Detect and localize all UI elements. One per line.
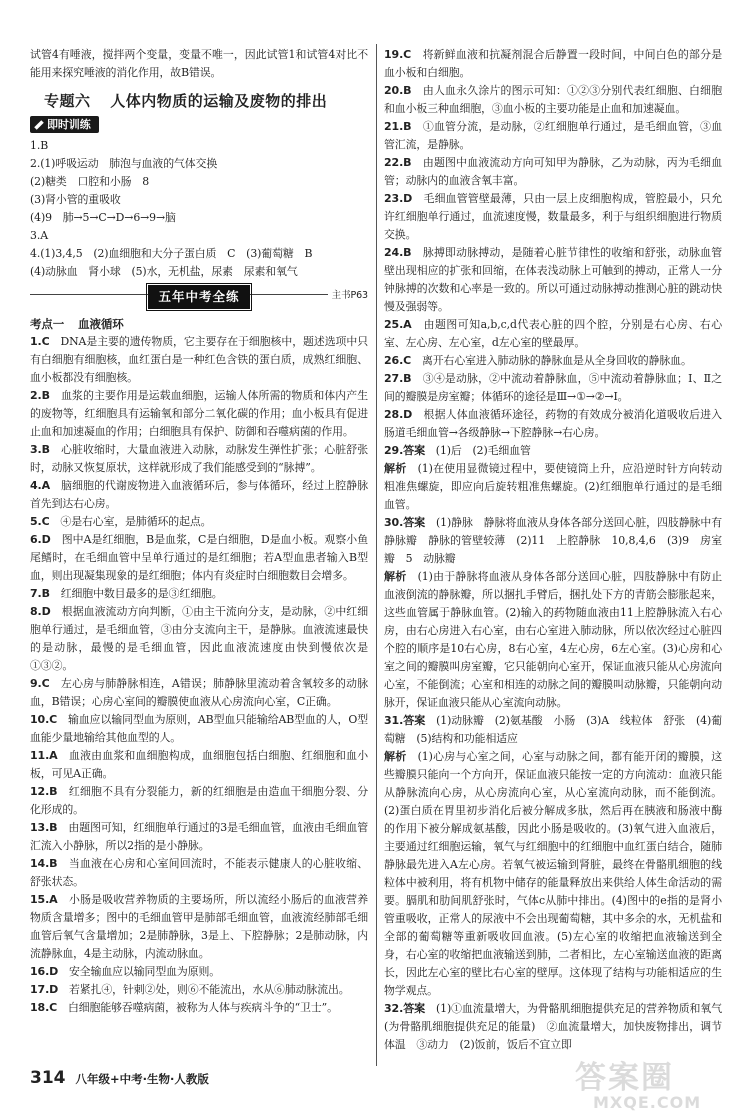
answer-number: 30.答案 — [384, 516, 426, 529]
instant-training-label: 即时训练 — [47, 117, 91, 131]
answer-number: 6.D — [30, 533, 51, 546]
answer-text: 由题图可知，红细胞单行通过的3是毛细血管，血液由毛细血管汇流入小静脉，所以2指的是小静脉。 — [30, 821, 368, 852]
answer-item — [30, 603, 368, 675]
answer-text: 根据血液流动方向判断，①由主干流向分支，是动脉，②中红细胞单行通过，是毛细血管，③由分支流向主干，是静脉。血液流速最快的是动脉，最慢的是毛细血管，因此血液流速度由快到慢依次是①③②。 — [30, 605, 368, 672]
answer-number: 14.B — [30, 857, 58, 870]
answer-text: 根据人体血液循环途径，药物的有效成分被消化道吸收后进入肠道毛细血管→各级静脉→下腔静脉→右心房。 — [384, 408, 722, 439]
answer-item — [384, 244, 722, 316]
training-answer-line: (4)9 肺→5→C→D→6→9→脑 — [30, 211, 176, 224]
answer-text: ①血管分流，是动脉，②红细胞单行通过，是毛细血管，③血管汇流，是静脉。 — [384, 120, 722, 151]
answer-item — [384, 316, 722, 352]
answer-text: (1)静脉 静脉将血液从身体各部分送回心脏，四肢静脉中有静脉瓣 静脉的管壁较薄 (2)11 上腔静脉 10,8,4,6 (3)9 房室瓣 5 动脉瓣 — [384, 516, 722, 565]
answer-text: ③④是动脉，②中流动着静脉血，⑤中流动着静脉血；Ⅰ、Ⅱ之间的瓣膜是房室瓣；体循环的途径是Ⅲ→①→②→Ⅰ。 — [384, 372, 722, 403]
answer-number: 21.B — [384, 120, 412, 133]
answer-text: 红细胞中数目最多的是③红细胞。 — [49, 587, 223, 600]
answer-item — [30, 891, 368, 963]
answer-item — [30, 333, 368, 387]
answer-item — [30, 819, 368, 855]
answer-number: 解析 — [384, 462, 407, 475]
answer-number: 15.A — [30, 893, 58, 906]
answer-number: 22.B — [384, 156, 412, 169]
answer-item — [384, 118, 722, 154]
answer-text: (1)由于静脉将血液从身体各部分送回心脏，四肢静脉中有防止血液倒流的静脉瓣，所以捆扎手臂后，捆扎处下方的青筋会膨胀起来，这些血管属于静脉血管。(2)输入的药物随血液由11上腔静脉流入右心房，由右心房进入右心室，由右心室进入肺动脉，所以依次经过心脏四个腔的顺序是10右心房，8右心室，4左心房，6左心室。(3)心房和心室之间的瓣膜叫房室瓣，它只能朝向心室开，保证血液只能从心房流向心室，不能倒流；心室和相连的动脉之间的瓣膜叫动脉瓣，只能朝向动脉开，保证血液只能从心室流向动脉。 — [384, 570, 722, 709]
answer-number: 4.A — [30, 479, 51, 492]
main-book-ref: 主书P63 — [328, 287, 368, 305]
page-footer — [30, 1068, 209, 1088]
answer-item — [30, 531, 368, 585]
answer-number: 12.B — [30, 785, 58, 798]
answer-number: 25.A — [384, 318, 412, 331]
answer-item — [384, 568, 722, 712]
answer-text: 白细胞能够吞噬病菌，被称为人体与疾病斗争的“卫士”。 — [57, 1001, 338, 1014]
column-divider — [376, 44, 377, 1066]
answer-item — [384, 352, 722, 370]
answer-item — [384, 514, 722, 568]
answer-item — [30, 585, 368, 603]
training-answer-line: 1.B — [30, 139, 49, 152]
training-answer-line: (2)糖类 口腔和小肠 8 — [30, 175, 150, 188]
answer-text: 小肠是吸收营养物质的主要场所，所以流经小肠后的血液营养物质含量增多；图中的毛细血管甲是肺部毛细血管，血液流经肺部毛细血管后氧气含量增加；2是肺静脉，3是上、下腔静脉；2是肺动脉，内流静脉血，4是主动脉，内流动脉血。 — [30, 893, 368, 960]
answer-text: 离开右心室进入肺动脉的静脉血是从全身回收的静脉血。 — [411, 354, 692, 367]
answer-item — [384, 82, 722, 118]
answer-item — [30, 855, 368, 891]
answer-text: (1)动脉瓣 (2)氨基酸 小肠 (3)A 线粒体 舒张 (4)葡萄糖 (5)结构和功能相适应 — [384, 714, 722, 745]
answer-item — [384, 748, 722, 1000]
answer-number: 17.D — [30, 983, 59, 996]
left-items — [30, 333, 368, 1017]
answer-text: 若紧扎④，针刺②处，则⑥不能流出，水从⑥肺动脉流出。 — [58, 983, 350, 996]
answer-number: 19.C — [384, 48, 412, 61]
answer-text: 左心房与肺静脉相连，A错误；肺静脉里流动着含氧较多的动脉血，B错误；心房心室间的瓣膜使血液从心房流向心室，C正确。 — [30, 677, 368, 708]
answer-item — [384, 154, 722, 190]
answer-item — [384, 712, 722, 748]
answer-text: (1)①血流量增大，为骨骼肌细胞提供充足的营养物质和氧气(为骨骼肌细胞提供充足的能量) ②血流量增大，加快废物排出，调节体温 ③动力 (2)饭前，饭后不宜立即 — [384, 1002, 722, 1051]
answer-text: 脑细胞的代谢废物进入血液循环后，参与体循环，经过上腔静脉首先到达右心房。 — [30, 479, 368, 510]
training-answers — [30, 137, 368, 281]
left-column — [30, 46, 368, 1017]
kaodian-label: 考点一 — [30, 317, 65, 331]
answer-text: DNA是主要的遗传物质，它主要存在于细胞核中，题述选项中只有白细胞有细胞核，血红蛋白是一种红色含铁的蛋白质，成熟红细胞、血小板都没有细胞核。 — [30, 335, 368, 384]
training-answer-line: 4.(1)3,4,5 (2)血细胞和大分子蛋白质 C (3)葡萄糖 B — [30, 247, 313, 260]
answer-number: 8.D — [30, 605, 51, 618]
answer-number: 5.C — [30, 515, 50, 528]
answer-item — [384, 406, 722, 442]
answer-item — [30, 513, 368, 531]
answer-number: 解析 — [384, 570, 407, 583]
answer-text: (1)心房与心室之间，心室与动脉之间，都有能开闭的瓣膜，这些瓣膜只能向一个方向开，保证血液只能按一定的方向流动：血液只能从静脉流向心房，从心房流向心室，从心室流向动脉，而不能倒流。(2)蛋白质在胃里初步消化后被分解成多肽，然后再在胰液和肠液中酶的作用下被分解成氨基酸，因此小肠是吸收的。(3)氧气进入血液后，主要通过红细胞运输，氧气与红细胞中的红细胞中血红蛋白结合，随肺静脉最先进入A左心房。若氧气被运输到肾脏，最终在骨骼肌细胞的线粒体中被利用，将有机物中储存的能量释放出来供给人体生命活动的需要。膈肌和肋间肌舒张时，气体c从肺中排出。(4)图中的e指的是肾小管重吸收，正常人的尿液中不会出现葡萄糖，其中多余的水，无机盐和全部的葡萄糖等重新吸收回血液。(5)左心室的收缩把血液输送到全身，右心室的收缩把血液输送到肺，二者相比，左心室输送血液的距离长，因此左心室的壁比右心室的壁厚。这体现了结构与功能相适应的生物学观点。 — [384, 750, 722, 997]
answer-item — [30, 963, 368, 981]
page-number: 314 — [30, 1068, 66, 1088]
answer-number: 18.C — [30, 1001, 58, 1014]
answer-item — [30, 981, 368, 999]
section-text: 人体内物质的运输及废物的排出 — [110, 92, 328, 110]
answer-number: 27.B — [384, 372, 412, 385]
answer-number: 26.C — [384, 354, 412, 367]
section-title — [44, 92, 368, 110]
answer-number: 11.A — [30, 749, 58, 762]
answer-number: 1.C — [30, 335, 50, 348]
instant-training-badge — [30, 116, 99, 133]
footer-text: 八年级+中考·生物·人教版 — [75, 1072, 209, 1086]
answer-number: 23.D — [384, 192, 413, 205]
answer-number: 2.B — [30, 389, 50, 402]
answer-number: 32.答案 — [384, 1002, 426, 1015]
answer-number: 28.D — [384, 408, 413, 421]
answer-text: 红细胞不具有分裂能力，新的红细胞是由造血干细胞分裂、分化形成的。 — [30, 785, 368, 816]
answer-number: 10.C — [30, 713, 58, 726]
answer-item — [384, 190, 722, 244]
five-year-banner: 五年中考全练 — [148, 285, 249, 309]
instant-training-header — [30, 116, 368, 133]
answer-number: 24.B — [384, 246, 412, 259]
five-year-banner-row — [30, 285, 368, 309]
answer-text: 心脏收缩时，大量血液进入动脉，动脉发生弹性扩张；心脏舒张时，动脉又恢复原状，这样就形成了我们能感受到的“脉搏”。 — [30, 443, 368, 474]
answer-text: (1)后 (2)毛细血管 — [425, 444, 531, 457]
answer-item — [384, 1000, 722, 1054]
answer-text: 血浆的主要作用是运载血细胞，运输人体所需的物质和体内产生的废物等，红细胞具有运输氧和部分二氧化碳的作用；血小板具有促进止血和加速凝血的作用；白细胞具有保护、防御和吞噬病菌的作用。 — [30, 389, 368, 438]
answer-item — [384, 442, 722, 460]
answer-item — [30, 999, 368, 1017]
answer-item — [30, 747, 368, 783]
answer-text: ④是右心室，是肺循环的起点。 — [49, 515, 212, 528]
watermark-logo: 答案圈 MXQE.COM — [575, 1060, 702, 1112]
answer-number: 29.答案 — [384, 444, 425, 457]
training-answer-line: 2.(1)呼吸运动 肺泡与血液的气体交换 — [30, 157, 218, 170]
answer-item — [30, 711, 368, 747]
answer-item — [30, 783, 368, 819]
answer-item — [384, 46, 722, 82]
answer-item — [384, 370, 722, 406]
answer-text: 输血应以输同型血为原则，AB型血只能输给AB型血的人，O型血能少量地输给其他血型的人。 — [30, 713, 368, 744]
answer-item — [30, 441, 368, 477]
answer-text: 由人血永久涂片的图示可知：①②③分别代表红细胞、白细胞和血小板三种血细胞，③血小板的主要功能是止血和加速凝血。 — [384, 84, 722, 115]
kaodian-heading — [30, 315, 368, 333]
training-answer-line: (3)肾小管的重吸收 — [30, 193, 121, 206]
answer-number: 7.B — [30, 587, 50, 600]
answer-number: 解析 — [384, 750, 407, 763]
answer-item — [30, 387, 368, 441]
answer-text: 由题图可知a,b,c,d代表心脏的四个腔，分别是右心房、右心室、左心房、左心室，d左心室的壁最厚。 — [384, 318, 722, 349]
answer-number: 9.C — [30, 677, 50, 690]
answer-number: 20.B — [384, 84, 412, 97]
training-answer-line: (4)动脉血 肾小球 (5)水，无机盐，尿素 尿素和氧气 — [30, 265, 298, 278]
answer-text: 安全输血应以输同型血为原则。 — [58, 965, 221, 978]
answer-number: 3.B — [30, 443, 50, 456]
pen-icon — [34, 120, 44, 130]
section-number: 专题六 — [44, 92, 91, 110]
intro-paragraph: 试管4有唾液，搅拌两个变量，变量不唯一，因此试管1和试管4对比不能用来探究唾液的消化作用，故B错误。 — [30, 48, 368, 79]
answer-item — [384, 460, 722, 514]
answer-text: 图中A是红细胞，B是血浆，C是白细胞，D是血小板。观察小鱼尾鳍时，在毛细血管中呈单行通过的是红细胞；若A型血患者输入B型血，则出现凝集现象的是红细胞；体内有炎症时白细胞数目会增多。 — [30, 533, 368, 582]
answer-item — [30, 477, 368, 513]
answer-text: 脉搏即动脉搏动，是随着心脏节律性的收缩和舒张，动脉血管壁出现相应的扩张和回缩，在体表浅动脉上可触到的搏动，正常人一分钟脉搏的次数和心率是一致的。所以可通过动脉搏动推测心脏的跳动快慢及强弱等。 — [384, 246, 722, 313]
training-answer-line: 3.A — [30, 229, 48, 242]
answer-text: (1)在使用显微镜过程中，要使镜筒上升，应沿逆时针方向转动粗准焦螺旋，即应向后旋转粗准焦螺旋。(2)红细胞单行通过的是毛细血管。 — [384, 462, 722, 511]
answer-text: 将新鲜血液和抗凝剂混合后静置一段时间，中间白色的部分是血小板和白细胞。 — [384, 48, 722, 79]
answer-number: 13.B — [30, 821, 58, 834]
right-column — [384, 46, 722, 1054]
answer-number: 31.答案 — [384, 714, 426, 727]
kaodian-title: 血液循环 — [78, 317, 124, 331]
answer-text: 当血液在心房和心室间回流时，不能表示健康人的心脏收缩、舒张状态。 — [30, 857, 368, 888]
right-items — [384, 46, 722, 1054]
answer-text: 毛细血管管壁最薄，只由一层上皮细胞构成，管腔最小，只允许红细胞单行通过，血流速度慢，数量最多，利于与组织细胞进行物质交换。 — [384, 192, 722, 241]
answer-item — [30, 675, 368, 711]
answer-text: 由题图中血液流动方向可知甲为静脉，乙为动脉，丙为毛细血管；动脉内的血液含氧丰富。 — [384, 156, 722, 187]
answer-number: 16.D — [30, 965, 59, 978]
answer-text: 血液由血浆和血细胞构成，血细胞包括白细胞、红细胞和血小板，可见A正确。 — [30, 749, 368, 780]
